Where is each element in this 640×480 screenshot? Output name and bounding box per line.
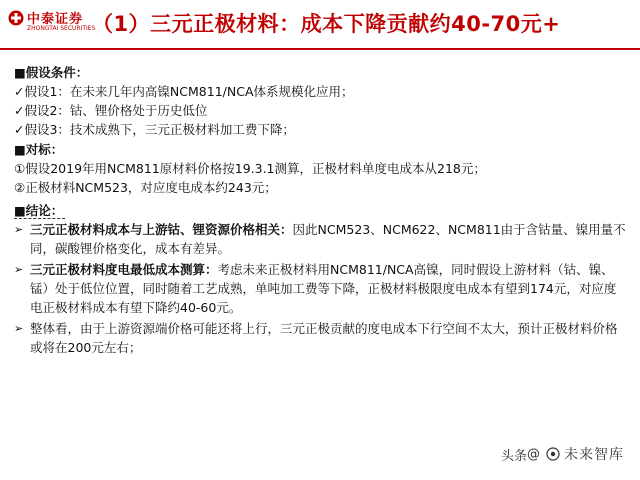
header-divider	[0, 48, 640, 50]
company-logo	[8, 8, 96, 40]
arrow-bullet-icon: ➢	[14, 223, 24, 236]
watermark	[501, 444, 624, 464]
conclusion-item-3-text: 整体看，由于上游资源端价格可能还将上行，三元正极贡献的度电成本下行空间不太大，预计正极材料价格或将在200元左右；	[30, 321, 618, 355]
logo-text-cn: 中泰证券	[27, 12, 84, 27]
watermark-prefix: 头条	[500, 448, 527, 464]
watermark-at: @	[527, 446, 540, 462]
brand-icon	[546, 447, 560, 461]
benchmark-heading: ■对标：	[14, 142, 64, 157]
conclusion-item-1-lead: 三元正极材料成本与上游钴、锂资源价格相关：	[30, 222, 293, 237]
conclusion-item-2-text: 考虑未来正极材料用NCM811/NCA高镍，同时假设上游材料（钴、镍、锰）处于低位位置，同时随着工艺成熟，单吨加工费等下降，正极材料极限度电成本有望到174元，对应度电正极材料成本有望下降约40-60元。	[30, 262, 617, 315]
logo-text-en: ZHONGTAI SECURITIES	[27, 25, 96, 32]
benchmark-item-2: ②正极材料NCM523，对应度电成本约243元；	[14, 180, 277, 195]
conclusion-item-3	[14, 319, 626, 357]
conclusion-item-2	[14, 260, 626, 317]
assumptions-heading: ■假设条件：	[14, 65, 89, 80]
conclusion-item-1-text: 因此NCM523、NCM622、NCM811由于含钴量、镍用量不同，碳酸锂价格变化，成本有差异。	[30, 222, 626, 256]
assumption-item-3: ✓假设3：技术成熟下，三元正极材料加工费下降；	[14, 122, 295, 137]
watermark-brand: 未来智库	[564, 447, 624, 463]
slide-header	[0, 0, 640, 52]
slide-title: （1）三元正极材料：成本下降贡献约40-70元+	[92, 12, 561, 36]
conclusion-heading-text: ■结论：	[14, 203, 64, 218]
slide-body	[14, 62, 626, 359]
benchmark-item-1: ①假设2019年用NCM811原材料价格按19.3.1测算，正极材料单度电成本从218元；	[14, 161, 486, 176]
arrow-bullet-icon: ➢	[14, 263, 24, 276]
logo-mark-icon	[8, 10, 24, 26]
conclusion-item-1	[14, 220, 626, 258]
conclusion-item-2-lead: 三元正极材料度电最低成本测算：	[30, 262, 218, 277]
conclusion-heading	[14, 201, 626, 220]
arrow-bullet-icon: ➢	[14, 322, 24, 335]
assumption-item-2: ✓假设2：钴、锂价格处于历史低位	[14, 103, 208, 118]
assumption-item-1: ✓假设1：在未来几年内高镍NCM811/NCA体系规模化应用；	[14, 84, 354, 99]
